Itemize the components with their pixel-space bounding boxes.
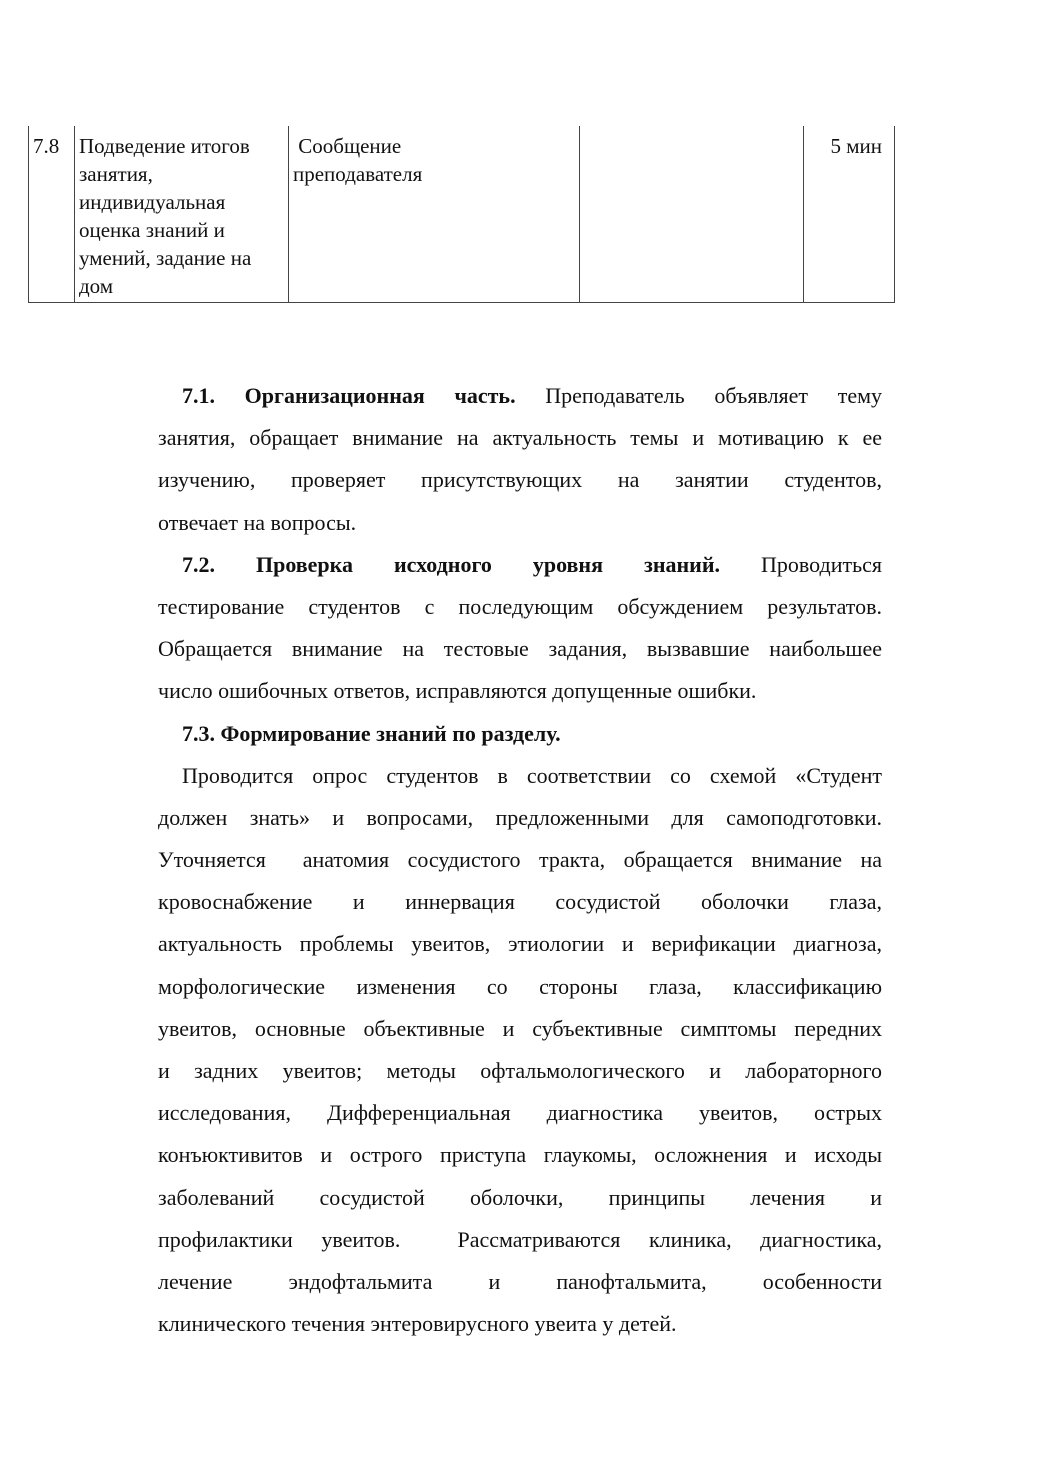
text-line: клинического течения энтеровирусного увеита у детей. — [158, 1311, 677, 1337]
text-line: Проводиться — [720, 551, 882, 577]
method-cell — [289, 126, 580, 303]
text-line: заболеваний сосудистой оболочки, принципы лечения и — [158, 1184, 882, 1210]
text-line: и задних увеитов; методы офтальмологического и лабораторного — [158, 1058, 882, 1083]
text-line: морфологические изменения со стороны глаза, классификацию — [158, 973, 882, 999]
text-line: Обращается внимание на тестовые задания, вызвавшие наибольшее — [158, 636, 882, 662]
stage-line: занятия, — [79, 162, 153, 186]
stage-line: умений, задание на — [79, 246, 252, 270]
section-heading: 7.1. Организационная часть. — [182, 383, 516, 408]
text-line: профилактики увеитов. Рассматриваются клиника, диагностика, — [158, 1226, 882, 1252]
stage-line: дом — [79, 274, 114, 298]
text-line: лечение эндофтальмита и панофтальмита, особенности — [158, 1268, 882, 1294]
stage-line: индивидуальная — [79, 190, 226, 214]
method-line: Сообщение — [293, 134, 402, 158]
text-line: актуальность проблемы увеитов, этиологии и верификации диагноза, — [158, 931, 882, 957]
lesson-plan-table — [28, 126, 895, 303]
section-7-2 — [158, 544, 882, 713]
section-7-3 — [158, 713, 882, 1346]
text-line: кровоснабжение и иннервация сосудистой оболочки глаза, — [158, 889, 882, 915]
stage-line: Подведение итогов — [79, 134, 250, 158]
text-line: тестирование студентов с последующим обсуждением результатов. — [158, 593, 882, 619]
text-line: изучению, проверяет присутствующих на занятии студентов, — [158, 467, 882, 493]
text-line: отвечает на вопросы. — [158, 509, 357, 535]
text-line: Проводится опрос студентов в соответствии со схемой «Студент — [182, 762, 882, 788]
text-line: увеитов, основные объективные и субъективные симптомы передних — [158, 1015, 882, 1041]
row-number-cell: 7.8 — [29, 126, 75, 303]
body-text — [158, 375, 882, 1345]
section-heading: 7.3. Формирование знаний по разделу. — [182, 720, 561, 746]
text-line: Преподаватель объявляет тему — [515, 383, 883, 408]
section-7-1 — [158, 375, 882, 544]
stage-cell — [75, 126, 289, 303]
text-line: занятия, обращает внимание на актуальность темы и мотивацию к ее — [158, 425, 882, 451]
method-line: преподавателя — [293, 162, 423, 186]
stage-line: оценка знаний и — [79, 218, 225, 242]
text-line: конъюктивитов и острого приступа глаукомы, осложнения и исходы — [158, 1142, 882, 1168]
materials-cell — [580, 126, 804, 303]
table-row — [29, 126, 895, 303]
text-line: Уточняется анатомия сосудистого тракта, обращается внимание на — [158, 847, 882, 873]
text-line: исследования, Дифференциальная диагностика увеитов, острых — [158, 1100, 882, 1126]
section-heading: 7.2. Проверка исходного уровня знаний. — [182, 551, 721, 577]
time-cell: 5 мин — [804, 126, 895, 303]
text-line: должен знать» и вопросами, предложенными для самоподготовки. — [158, 804, 882, 830]
text-line: число ошибочных ответов, исправляются допущенные ошибки. — [158, 678, 757, 704]
